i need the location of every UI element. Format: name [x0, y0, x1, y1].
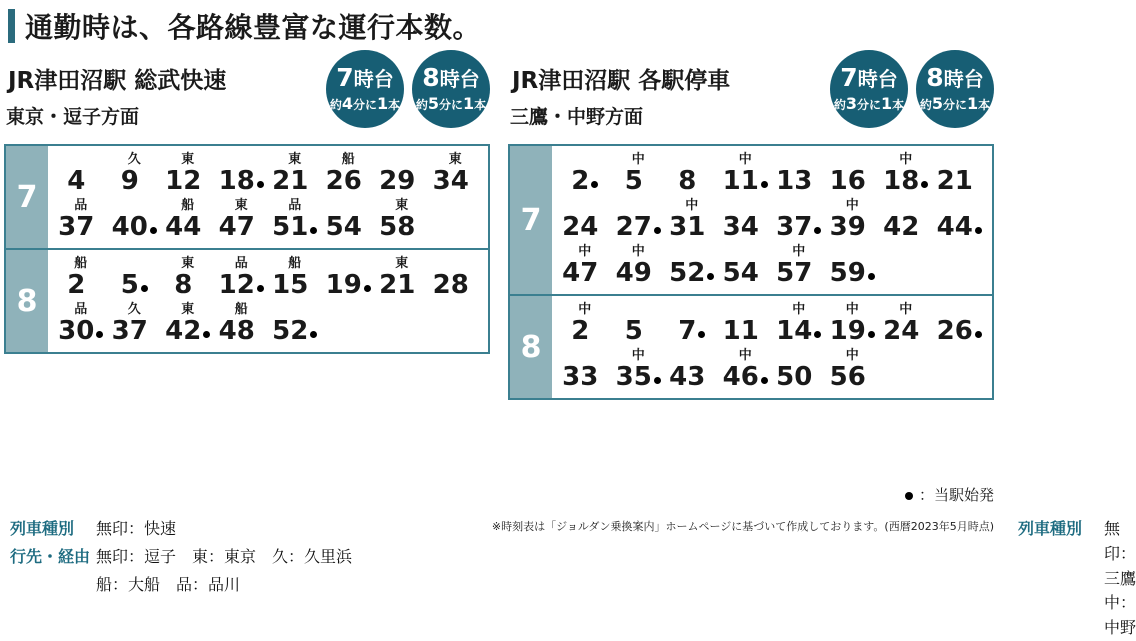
hour-cell: 8 — [5, 249, 48, 353]
destination-mark: 中 — [845, 302, 859, 317]
origin-dot-icon — [150, 227, 157, 234]
departure-minute: 34 — [432, 166, 469, 196]
origin-dot-icon — [203, 331, 210, 338]
source-footnote: ※時刻表は「ジョルダン乗換案内」ホームページに基づいて作成しております。(西暦2023年5月時点) — [491, 520, 994, 533]
destination-mark — [933, 251, 987, 267]
destination-mark: 中 — [845, 348, 859, 363]
destination-mark — [322, 309, 376, 325]
minutes-line — [54, 256, 482, 298]
badge-hour-7-left — [326, 50, 404, 128]
origin-dot-icon — [905, 492, 913, 500]
minutes-line — [54, 302, 482, 344]
origin-dot-icon — [654, 377, 661, 384]
origin-dot-icon — [364, 285, 371, 292]
departure-slot — [612, 244, 666, 286]
departure-slot — [558, 152, 612, 194]
legend-value: 無印：逗子 東：東京 久：久里浜 — [96, 546, 353, 566]
destination-mark — [879, 251, 933, 267]
destination-mark: 品 — [234, 256, 248, 271]
badge-hour-7-right — [830, 50, 908, 128]
departure-slot — [558, 348, 612, 390]
destination-mark: 中 — [792, 244, 806, 259]
origin-note-text: ：当駅始発 — [918, 486, 994, 504]
departure-minute: 11 — [722, 316, 759, 346]
destination-mark: 中 — [578, 302, 592, 317]
badge-freq-value: 4 — [341, 94, 353, 114]
panel-subtitle-right: 三鷹・中野方面 — [510, 106, 644, 128]
departure-slot — [933, 302, 987, 344]
departure-slot — [429, 309, 483, 344]
minutes-line — [54, 198, 482, 240]
destination-mark: 中 — [738, 152, 752, 167]
origin-dot-icon — [257, 181, 264, 188]
hour-cell: 8 — [509, 295, 552, 399]
departure-slot — [879, 152, 933, 194]
panel-header-right — [508, 62, 994, 144]
legend-label: 列車種別 — [10, 519, 75, 538]
departure-minute: 26 — [325, 166, 362, 196]
departure-slot — [268, 198, 322, 240]
origin-dot-icon — [257, 285, 264, 292]
departure-minute: 51 — [272, 212, 309, 242]
departure-slot — [268, 152, 322, 194]
badge-hour-8-left — [412, 50, 490, 128]
timetable-left — [4, 144, 490, 354]
legend-value: 無印：三鷹 中：中野 — [1104, 519, 1136, 638]
destination-mark — [429, 205, 483, 221]
departure-slot — [215, 152, 269, 194]
badge-freq-count: 1 — [463, 94, 475, 114]
destination-mark: 中 — [685, 198, 699, 213]
destination-mark: 中 — [845, 198, 859, 213]
badge-hour-suffix: 時台 — [943, 66, 984, 91]
origin-dot-icon — [868, 331, 875, 338]
minutes-line — [558, 198, 986, 240]
departure-minute: 8 — [678, 166, 697, 196]
departure-minute: 42 — [165, 316, 202, 346]
departure-slot — [879, 198, 933, 240]
departure-minute: 21 — [272, 166, 309, 196]
badge-hour-8-right — [916, 50, 994, 128]
departure-minute: 43 — [669, 362, 706, 392]
departure-minute: 46 — [722, 362, 759, 392]
frequency-badges-left — [326, 50, 490, 128]
departure-minute: 2 — [67, 270, 86, 300]
destination-mark: 中 — [631, 152, 645, 167]
departure-slot — [215, 302, 269, 344]
timetable-right — [508, 144, 994, 400]
departure-slot — [933, 251, 987, 286]
departure-minute: 54 — [325, 212, 362, 242]
departure-slot — [161, 256, 215, 298]
badge-freq-unit: 本 — [892, 98, 905, 113]
departure-slot — [772, 244, 826, 286]
departure-slot — [879, 251, 933, 286]
origin-dot-icon — [814, 227, 821, 234]
departure-slot — [429, 152, 483, 194]
badge-hour-number: 7 — [336, 62, 354, 92]
origin-dot-icon — [310, 227, 317, 234]
origin-station-note — [905, 484, 994, 505]
departure-slot — [719, 302, 773, 344]
destination-mark: 東 — [395, 198, 409, 213]
departure-minute: 44 — [936, 212, 973, 242]
departure-slot — [826, 302, 880, 344]
departure-minute: 44 — [165, 212, 202, 242]
departure-minute: 37 — [58, 212, 95, 242]
departure-minute: 37 — [776, 212, 813, 242]
legend-label — [10, 573, 96, 598]
legend-row — [10, 545, 352, 570]
minutes-line — [558, 302, 986, 344]
destination-mark: 東 — [181, 302, 195, 317]
destination-mark: 東 — [181, 256, 195, 271]
departure-minute: 5 — [624, 316, 643, 346]
departure-minute: 57 — [776, 258, 813, 288]
departure-slot — [772, 198, 826, 240]
departure-minute: 56 — [829, 362, 866, 392]
departure-minute: 14 — [776, 316, 813, 346]
departure-slot — [108, 256, 162, 298]
departure-minute: 37 — [111, 316, 148, 346]
departure-minute: 18 — [883, 166, 920, 196]
minutes-cell — [48, 249, 489, 353]
destination-mark — [375, 309, 429, 325]
departure-minute: 18 — [218, 166, 255, 196]
departure-slot — [161, 198, 215, 240]
badge-freq-unit: 本 — [388, 98, 401, 113]
destination-mark: 船 — [288, 256, 302, 271]
departure-slot — [215, 198, 269, 240]
departure-minute: 24 — [562, 212, 599, 242]
departure-slot — [665, 244, 719, 286]
departure-minute: 47 — [562, 258, 599, 288]
departure-minute: 24 — [883, 316, 920, 346]
departure-slot — [322, 152, 376, 194]
destination-mark — [879, 355, 933, 371]
departure-slot — [558, 198, 612, 240]
departure-slot — [268, 302, 322, 344]
departure-slot — [322, 309, 376, 344]
departure-minute: 35 — [615, 362, 652, 392]
badge-hour-number: 7 — [840, 62, 858, 92]
destination-mark: 東 — [448, 152, 462, 167]
departure-slot — [54, 256, 108, 298]
departure-slot — [612, 302, 666, 344]
departure-minute: 26 — [936, 316, 973, 346]
departure-slot — [612, 348, 666, 390]
departure-slot — [108, 198, 162, 240]
departure-minute: 15 — [272, 270, 309, 300]
destination-mark — [933, 355, 987, 371]
departure-slot — [719, 152, 773, 194]
departure-minute: 31 — [669, 212, 706, 242]
origin-dot-icon — [96, 331, 103, 338]
departure-minute: 54 — [722, 258, 759, 288]
departure-slot — [826, 348, 880, 390]
page-title-text: 通勤時は、各路線豊富な運行本数。 — [25, 11, 482, 44]
destination-mark: 中 — [631, 348, 645, 363]
departure-slot — [612, 198, 666, 240]
table-row — [509, 145, 993, 295]
departure-slot — [429, 256, 483, 298]
departure-minute: 52 — [669, 258, 706, 288]
departure-slot — [719, 198, 773, 240]
destination-mark: 中 — [899, 152, 913, 167]
departure-minute: 40 — [111, 212, 148, 242]
frequency-badges-right — [830, 50, 994, 128]
departure-slot — [108, 152, 162, 194]
table-row — [5, 145, 489, 249]
departure-minute: 12 — [165, 166, 202, 196]
departure-slot — [54, 152, 108, 194]
destination-mark: 中 — [738, 348, 752, 363]
departure-slot — [826, 152, 880, 194]
badge-freq-value: 5 — [931, 94, 943, 114]
departure-minute: 8 — [174, 270, 193, 300]
destination-mark: 船 — [74, 256, 88, 271]
departure-slot — [933, 355, 987, 390]
departure-minute: 52 — [272, 316, 309, 346]
title-accent-bar — [8, 9, 15, 43]
legend-row — [10, 517, 352, 542]
departure-slot — [322, 198, 376, 240]
origin-dot-icon — [707, 273, 714, 280]
legend-label: 列車種別 — [1018, 519, 1083, 538]
destination-mark: 久 — [127, 152, 141, 167]
departure-minute: 16 — [829, 166, 866, 196]
badge-hour-number: 8 — [926, 62, 944, 92]
origin-dot-icon — [868, 273, 875, 280]
departure-slot — [719, 348, 773, 390]
destination-mark: 船 — [234, 302, 248, 317]
departure-slot — [558, 244, 612, 286]
badge-freq-count: 1 — [881, 94, 893, 114]
destination-mark: 東 — [288, 152, 302, 167]
panel-title-right: JR津田沼駅 各駅停車 — [512, 68, 731, 94]
destination-mark: 中 — [631, 244, 645, 259]
badge-freq-value: 3 — [845, 94, 857, 114]
departure-minute: 50 — [776, 362, 813, 392]
departure-slot — [54, 302, 108, 344]
departure-minute: 2 — [571, 316, 590, 346]
departure-slot — [612, 152, 666, 194]
origin-dot-icon — [141, 285, 148, 292]
destination-mark: 東 — [181, 152, 195, 167]
departure-slot — [665, 152, 719, 194]
departure-slot — [826, 198, 880, 240]
departure-slot — [375, 152, 429, 194]
departure-slot — [375, 198, 429, 240]
departure-minute: 48 — [218, 316, 255, 346]
hour-cell: 7 — [509, 145, 552, 295]
minutes-line — [558, 348, 986, 390]
departure-slot — [558, 302, 612, 344]
departure-slot — [215, 256, 269, 298]
destination-mark — [429, 309, 483, 325]
departure-slot — [375, 309, 429, 344]
page-title — [8, 6, 481, 46]
minutes-cell — [552, 295, 993, 399]
destination-mark: 東 — [234, 198, 248, 213]
badge-hour-suffix: 時台 — [857, 66, 898, 91]
departure-minute: 9 — [120, 166, 139, 196]
legend-value: 船：大船 品：品川 — [96, 574, 241, 594]
badge-hour-number: 8 — [422, 62, 440, 92]
departure-minute: 58 — [379, 212, 416, 242]
panel-subtitle-left: 東京・逗子方面 — [6, 106, 140, 128]
badge-freq-prefix: 約 — [329, 98, 342, 113]
departure-minute: 33 — [562, 362, 599, 392]
origin-dot-icon — [814, 331, 821, 338]
origin-dot-icon — [921, 181, 928, 188]
departure-slot — [665, 348, 719, 390]
minutes-line — [558, 152, 986, 194]
origin-dot-icon — [310, 331, 317, 338]
departure-slot — [933, 198, 987, 240]
departure-slot — [429, 205, 483, 240]
badge-hour-suffix: 時台 — [439, 66, 480, 91]
badge-freq-suffix: 分に — [438, 98, 463, 113]
origin-dot-icon — [761, 181, 768, 188]
destination-mark: 久 — [127, 302, 141, 317]
minutes-line — [54, 152, 482, 194]
departure-slot — [933, 152, 987, 194]
badge-freq-count: 1 — [967, 94, 979, 114]
departure-slot — [665, 198, 719, 240]
hour-cell: 7 — [5, 145, 48, 249]
departure-minute: 2 — [571, 166, 590, 196]
destination-mark: 品 — [74, 302, 88, 317]
origin-dot-icon — [698, 331, 705, 338]
panel-header-left — [4, 62, 490, 144]
departure-minute: 42 — [883, 212, 920, 242]
panel-sobu-rapid — [4, 62, 490, 594]
departure-minute: 49 — [615, 258, 652, 288]
departure-minute: 12 — [218, 270, 255, 300]
destination-mark: 船 — [181, 198, 195, 213]
origin-dot-icon — [975, 331, 982, 338]
legend-right — [1018, 517, 1136, 641]
legend-row — [10, 573, 352, 598]
departure-minute: 13 — [776, 166, 813, 196]
departure-minute: 21 — [379, 270, 416, 300]
departure-slot — [772, 152, 826, 194]
table-row — [509, 295, 993, 399]
departure-minute: 5 — [120, 270, 139, 300]
departure-minute: 19 — [829, 316, 866, 346]
origin-dot-icon — [654, 227, 661, 234]
badge-freq-prefix: 約 — [919, 98, 932, 113]
origin-dot-icon — [591, 181, 598, 188]
panel-title-left: JR津田沼駅 総武快速 — [8, 68, 227, 94]
departure-minute: 27 — [615, 212, 652, 242]
departure-slot — [719, 244, 773, 286]
badge-freq-unit: 本 — [978, 98, 991, 113]
departure-slot — [322, 256, 376, 298]
departure-slot — [161, 302, 215, 344]
legend-label: 行先・経由 — [10, 546, 91, 566]
departure-slot — [54, 198, 108, 240]
destination-mark: 東 — [395, 256, 409, 271]
departure-minute: 39 — [829, 212, 866, 242]
destination-mark: 船 — [341, 152, 355, 167]
badge-freq-suffix: 分に — [856, 98, 881, 113]
origin-dot-icon — [975, 227, 982, 234]
badge-freq-prefix: 約 — [415, 98, 428, 113]
departure-slot — [879, 355, 933, 390]
departure-slot — [826, 244, 880, 286]
table-row — [5, 249, 489, 353]
departure-minute: 34 — [722, 212, 759, 242]
departure-minute: 59 — [829, 258, 866, 288]
departure-slot — [108, 302, 162, 344]
badge-freq-prefix: 約 — [833, 98, 846, 113]
badge-freq-count: 1 — [377, 94, 389, 114]
departure-minute: 29 — [379, 166, 416, 196]
minutes-cell — [552, 145, 993, 295]
departure-minute: 7 — [678, 316, 697, 346]
minutes-cell — [48, 145, 489, 249]
departure-slot — [268, 256, 322, 298]
legend-value: 無印：快速 — [96, 519, 177, 538]
badge-freq-suffix: 分に — [942, 98, 967, 113]
minutes-line — [558, 244, 986, 286]
departure-minute: 21 — [936, 166, 973, 196]
origin-dot-icon — [761, 377, 768, 384]
badge-freq-unit: 本 — [474, 98, 487, 113]
badge-freq-suffix: 分に — [352, 98, 377, 113]
badge-hour-suffix: 時台 — [353, 66, 394, 91]
departure-slot — [879, 302, 933, 344]
departure-slot — [375, 256, 429, 298]
legend-row — [1018, 517, 1136, 641]
departure-slot — [772, 348, 826, 390]
departure-slot — [772, 302, 826, 344]
destination-mark: 中 — [792, 302, 806, 317]
destination-mark: 中 — [578, 244, 592, 259]
departure-minute: 47 — [218, 212, 255, 242]
destination-mark: 品 — [288, 198, 302, 213]
departure-slot — [161, 152, 215, 194]
departure-minute: 30 — [58, 316, 95, 346]
departure-minute: 11 — [722, 166, 759, 196]
departure-minute: 5 — [624, 166, 643, 196]
destination-mark: 中 — [899, 302, 913, 317]
badge-freq-value: 5 — [427, 94, 439, 114]
departure-minute: 4 — [67, 166, 86, 196]
destination-mark: 品 — [74, 198, 88, 213]
departure-slot — [665, 302, 719, 344]
departure-minute: 28 — [432, 270, 469, 300]
legend-left — [10, 517, 352, 600]
departure-minute: 19 — [325, 270, 362, 300]
